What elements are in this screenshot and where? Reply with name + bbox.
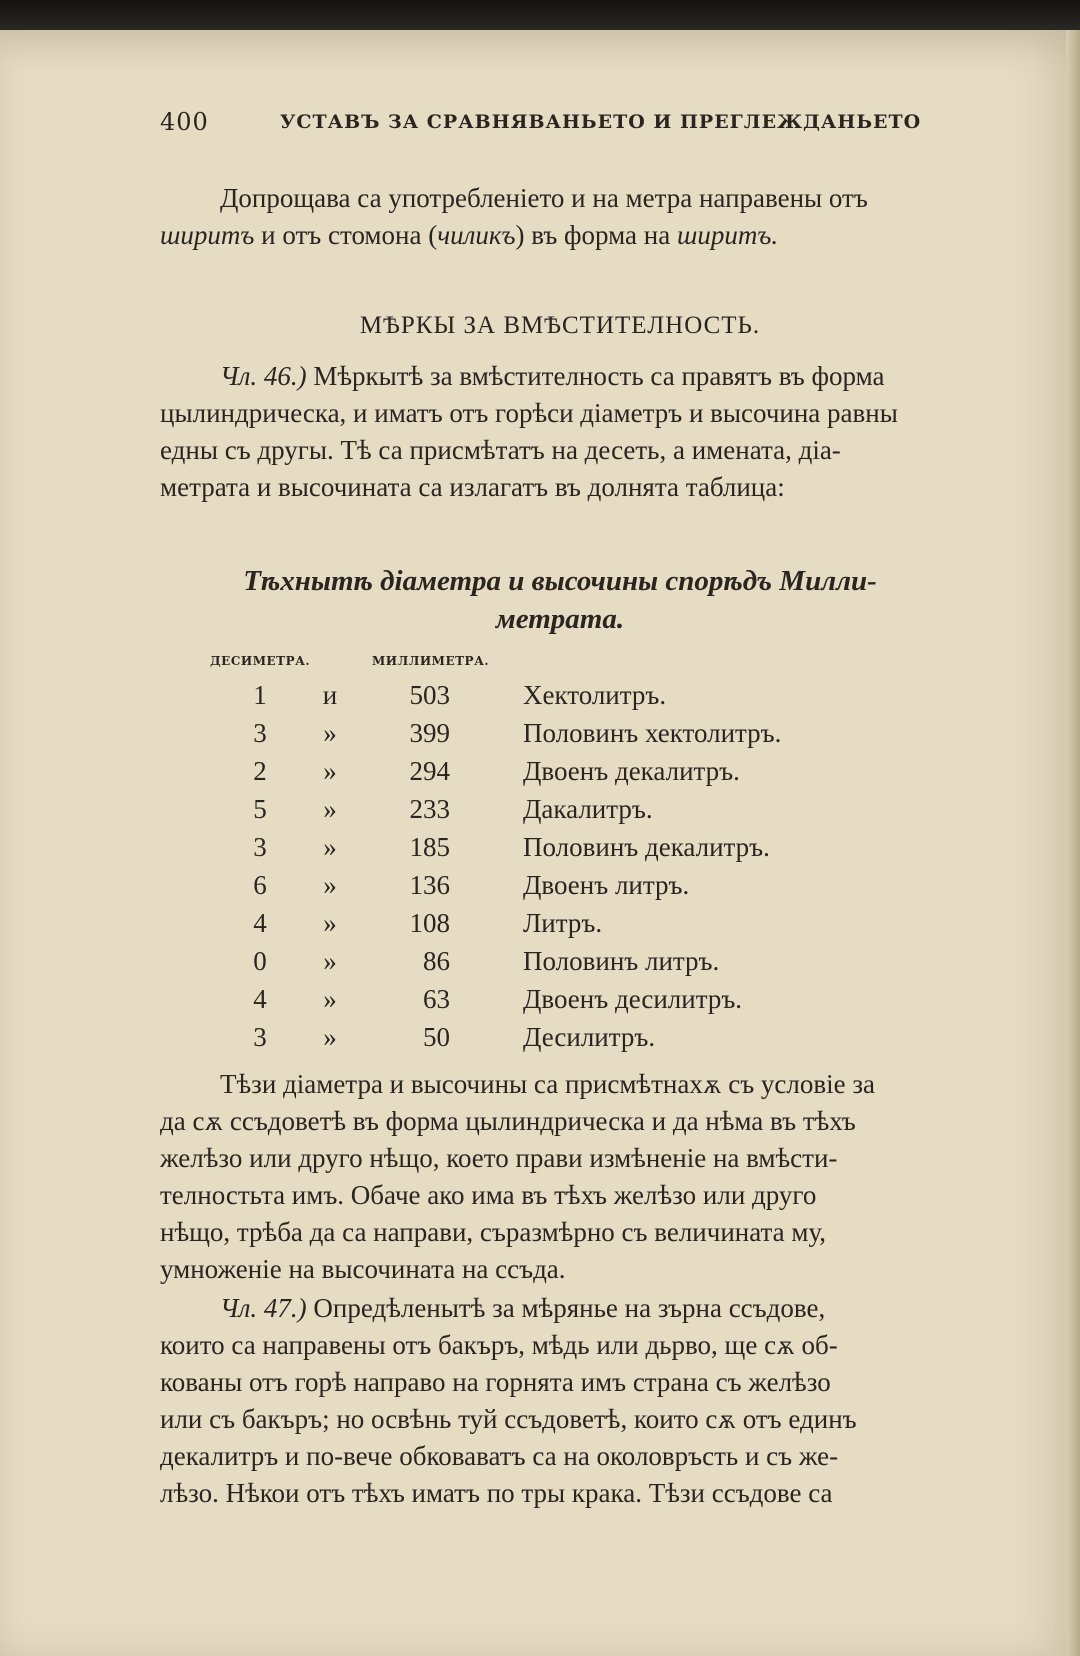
separator: » [323,756,337,786]
measure-name: Дакалитръ. [523,794,653,824]
paragraph-line: да сѫ ссъдоветѣ въ форма цылиндрическа и да нѣма въ тѣхъ [160,1106,856,1136]
separator: » [323,908,337,938]
separator: » [323,832,337,862]
separator: и [322,680,338,710]
article-ref: Чл. 47.) [220,1293,307,1323]
decimeter-value: 2 [253,756,267,786]
table-row [160,946,960,984]
decimeter-value: 4 [253,908,267,938]
article-line: които са направены отъ бакъръ, мѣдь или дьрво, ще сѫ об- [160,1330,838,1360]
article-line: кованы отъ горѣ направо на горнята имъ страна съ желѣзо [160,1367,831,1397]
millimeter-value: 294 [409,756,450,786]
article-ref: Чл. 46.) [220,361,307,391]
text-run: Мѣркытѣ за вмѣстителность са правятъ въ форма [306,361,885,391]
measure-name: Литръ. [523,908,603,938]
paragraph-line: желѣзо или друго нѣщо, което прави измѣненiе на вмѣсти- [160,1143,838,1173]
decimeter-value: 0 [253,946,267,976]
separator: » [323,946,337,976]
table-row [160,984,960,1022]
intro-line [160,217,960,254]
measure-table [160,680,960,1060]
page-edge [1066,30,1080,1656]
table-row [160,870,960,908]
millimeter-value: 503 [409,680,450,710]
after-table-paragraph [160,1066,960,1288]
paragraph-line: телностьта имъ. Обаче ако има въ тѣхъ желѣзо или друго [160,1180,817,1210]
decimeter-value: 1 [253,680,267,710]
separator: » [323,984,337,1014]
article-47 [160,1290,960,1512]
millimeter-value: 86 [423,946,450,976]
separator: » [323,718,337,748]
article-line: метрата и высочината са излагатъ въ долнята таблица: [160,472,785,502]
paragraph-line: нѣщо, трѣба да са направи, съразмѣрно съ величината му, [160,1217,826,1247]
measure-name: Половинъ декалитръ. [523,832,770,862]
text-run: и отъ стомона ( [254,220,438,250]
running-title: УСТАВЪ ЗА СРАВНЯВАНЬЕТО И ПРЕГЛЕЖДАНЬЕТО [280,111,922,133]
intro-paragraph [160,180,960,254]
measure-name: Двоенъ десилитръ. [523,984,743,1014]
table-row [160,1022,960,1060]
italic-term: ширитъ. [676,220,779,250]
millimeter-value: 136 [409,870,450,900]
measure-name: Половинъ литръ. [523,946,720,976]
millimeter-value: 108 [409,908,450,938]
section-title: МѢРКЫ ЗА ВМѢСТИТЕЛНОСТЬ. [359,312,761,339]
separator: » [323,794,337,824]
column-header-millimeters: МИЛЛИМЕТРА. [372,654,490,668]
table-title-line: Тѣхнытѣ дiаметра и высочины спорѣдъ Милли- [243,565,877,597]
table-row [160,756,960,794]
table-row [160,680,960,718]
running-header [160,108,960,148]
millimeter-value: 399 [409,718,450,748]
column-header-decimeters: ДЕСИМЕТРА. [210,654,311,668]
paragraph-line: Тѣзи дiаметра и высочины са присмѣтнахѫ съ условiе за [220,1069,876,1099]
decimeter-value: 3 [253,1022,267,1052]
measure-name: Половинъ хектолитръ. [523,718,782,748]
intro-line: Допрощава са употребленiето и на метра направены отъ [220,183,868,213]
measure-name: Двоенъ декалитръ. [523,756,740,786]
decimeter-value: 3 [253,718,267,748]
millimeter-value: 233 [409,794,450,824]
decimeter-value: 6 [253,870,267,900]
article-line: декалитръ и по-вече обковаватъ са на околовръсть и съ же- [160,1441,839,1471]
table-row [160,908,960,946]
table-row [160,794,960,832]
paragraph-line: умноженiе на высочината на ссъда. [160,1254,566,1284]
article-line: едны съ другы. Тѣ са присмѣтатъ на десеть, а имената, дiа- [160,435,841,465]
table-row [160,832,960,870]
page-number: 400 [160,108,209,136]
measure-name: Хектолитръ. [523,680,667,710]
italic-term: ширитъ [160,220,255,250]
article-46 [160,358,960,506]
article-line: цылиндрическа, и иматъ отъ горѣси дiаметръ и высочина равны [160,398,898,428]
table-title-line: метрата. [495,603,625,635]
text-run: ) въ форма на [515,220,677,250]
table-title [160,562,960,638]
decimeter-value: 4 [253,984,267,1014]
article-line: лѣзо. Нѣкои отъ тѣхъ иматъ по тры крака. Тѣзи ссъдове са [160,1478,833,1508]
text-run: Опредѣленытѣ за мѣрянье на зърна ссъдове, [306,1293,826,1323]
separator: » [323,870,337,900]
italic-term: чиликъ [437,220,516,250]
millimeter-value: 63 [423,984,450,1014]
article-line [160,358,960,395]
decimeter-value: 5 [253,794,267,824]
measure-name: Десилитръ. [523,1022,656,1052]
article-line [160,1290,960,1327]
measure-name: Двоенъ литръ. [523,870,690,900]
millimeter-value: 50 [423,1022,450,1052]
article-line: или съ бакъръ; но освѣнь туй ссъдоветѣ, които сѫ отъ единъ [160,1404,857,1434]
decimeter-value: 3 [253,832,267,862]
millimeter-value: 185 [409,832,450,862]
separator: » [323,1022,337,1052]
table-row [160,718,960,756]
